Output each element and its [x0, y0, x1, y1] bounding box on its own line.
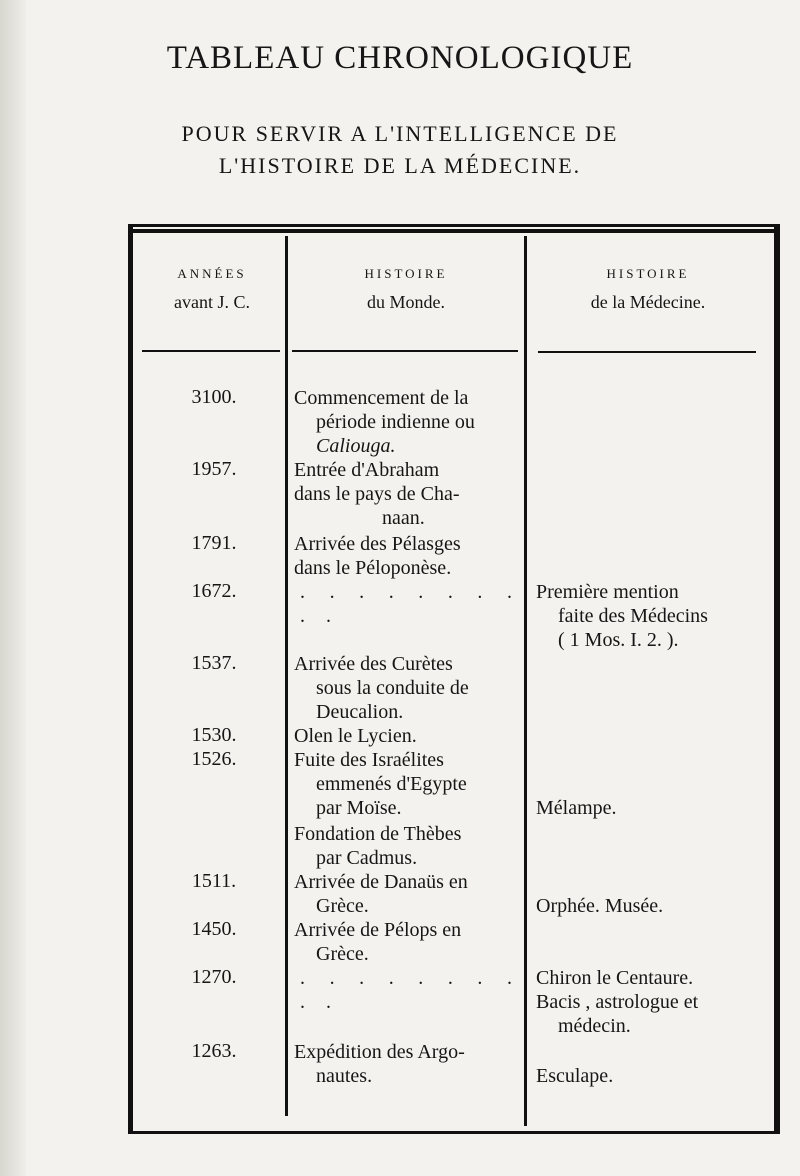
text-line: Bacis , astrologue et — [536, 991, 699, 1013]
text-line: Expédition des Argo- — [294, 1041, 465, 1063]
italic-term: Caliouga. — [316, 435, 396, 457]
header-rule-medicine — [538, 351, 756, 353]
column-header-world — [290, 266, 522, 313]
world-history-cell — [294, 870, 520, 918]
medicine-history-cell — [536, 580, 760, 652]
year-cell: 1511. — [191, 870, 237, 892]
page-edge-shadow — [0, 0, 26, 1176]
year-cell: 1450. — [191, 918, 237, 940]
column-header-years — [140, 266, 284, 313]
table-top-rule — [132, 229, 776, 233]
text-line: Arrivée des Pélasges — [294, 533, 461, 555]
text-line: Fondation de Thèbes — [294, 823, 462, 845]
medicine-history-cell — [536, 1064, 760, 1088]
year-cell: 1263. — [191, 1040, 237, 1062]
text-line: Entrée d'Abraham — [294, 459, 440, 481]
text-line: par Moïse. — [316, 797, 402, 819]
year-cell: 1791. — [191, 532, 237, 554]
text-line: Première mention — [536, 581, 679, 603]
header-rule-world — [292, 350, 518, 352]
text-line: Grèce. — [316, 895, 369, 917]
page-title: TABLEAU CHRONOLOGIQUE — [166, 40, 634, 76]
column-header-medicine-line2: de la Médecine. — [590, 292, 706, 312]
text-line — [294, 434, 520, 458]
text-line: naan. — [382, 507, 425, 529]
world-history-cell — [294, 748, 520, 820]
text-line: nautes. — [316, 1065, 373, 1087]
world-history-cell — [294, 918, 520, 966]
text-line: Chiron le Centaure. — [536, 967, 694, 989]
subtitle-line-2: L'HISTOIRE DE LA MÉDECINE. — [218, 153, 582, 178]
medicine-history-cell — [536, 796, 760, 820]
text-line: faite des Médecins — [558, 605, 708, 627]
text-line: période indienne ou — [316, 411, 475, 433]
column-divider-1 — [285, 236, 288, 1116]
year-cell: 1526. — [191, 748, 237, 770]
text-line: Mélampe. — [536, 797, 617, 819]
text-line: Arrivée de Pélops en — [294, 919, 462, 941]
column-header-years-line2: avant J. C. — [174, 292, 250, 312]
year-cell: 3100. — [191, 386, 237, 408]
medicine-history-cell — [536, 966, 760, 1038]
world-history-cell — [294, 458, 520, 530]
year-cell: 1537. — [191, 652, 237, 674]
world-history-cell: . . . . . . . . . . — [300, 581, 520, 627]
column-header-years-line1: ANNÉES — [177, 266, 247, 281]
text-line: emmenés d'Egypte — [316, 773, 467, 795]
text-line: Esculape. — [536, 1065, 614, 1087]
text-line: dans le pays de Cha- — [294, 483, 460, 505]
world-history-cell: . . . . . . . . . . — [300, 967, 520, 1013]
text-line: Deucalion. — [316, 701, 404, 723]
text-line: Arrivée de Danaüs en — [294, 871, 468, 893]
year-cell: 1270. — [191, 966, 237, 988]
text-line: Orphée. Musée. — [536, 895, 664, 917]
text-line: Arrivée des Curètes — [294, 653, 453, 675]
column-header-world-line2: du Monde. — [367, 292, 445, 312]
column-header-medicine — [530, 266, 766, 313]
column-header-medicine-line1: HISTOIRE — [606, 266, 690, 281]
world-history-cell — [294, 386, 520, 458]
text-line: Grèce. — [316, 943, 369, 965]
world-history-cell — [294, 1040, 520, 1088]
medicine-history-cell — [536, 894, 760, 918]
text-line: Olen le Lycien. — [294, 725, 417, 747]
text-line: par Cadmus. — [316, 847, 418, 869]
text-line: dans le Péloponèse. — [294, 557, 452, 579]
world-history-cell — [294, 532, 520, 580]
world-history-cell — [294, 652, 520, 724]
header-rule-years — [142, 350, 280, 352]
column-divider-2 — [524, 236, 527, 1126]
column-header-world-line1: HISTOIRE — [364, 266, 448, 281]
year-cell: 1530. — [191, 724, 237, 746]
world-history-cell — [294, 822, 520, 870]
text-line: sous la conduite de — [316, 677, 469, 699]
world-history-cell — [294, 724, 520, 748]
text-line: Commencement de la — [294, 387, 469, 409]
year-cell: 1672. — [191, 580, 237, 602]
subtitle-line-1: POUR SERVIR A L'INTELLIGENCE DE — [181, 121, 619, 146]
text-line: médecin. — [558, 1015, 631, 1037]
page-subtitle — [120, 118, 680, 182]
text-line: ( 1 Mos. I. 2. ). — [558, 629, 679, 651]
year-cell: 1957. — [191, 458, 237, 480]
text-line: Fuite des Israélites — [294, 749, 444, 771]
